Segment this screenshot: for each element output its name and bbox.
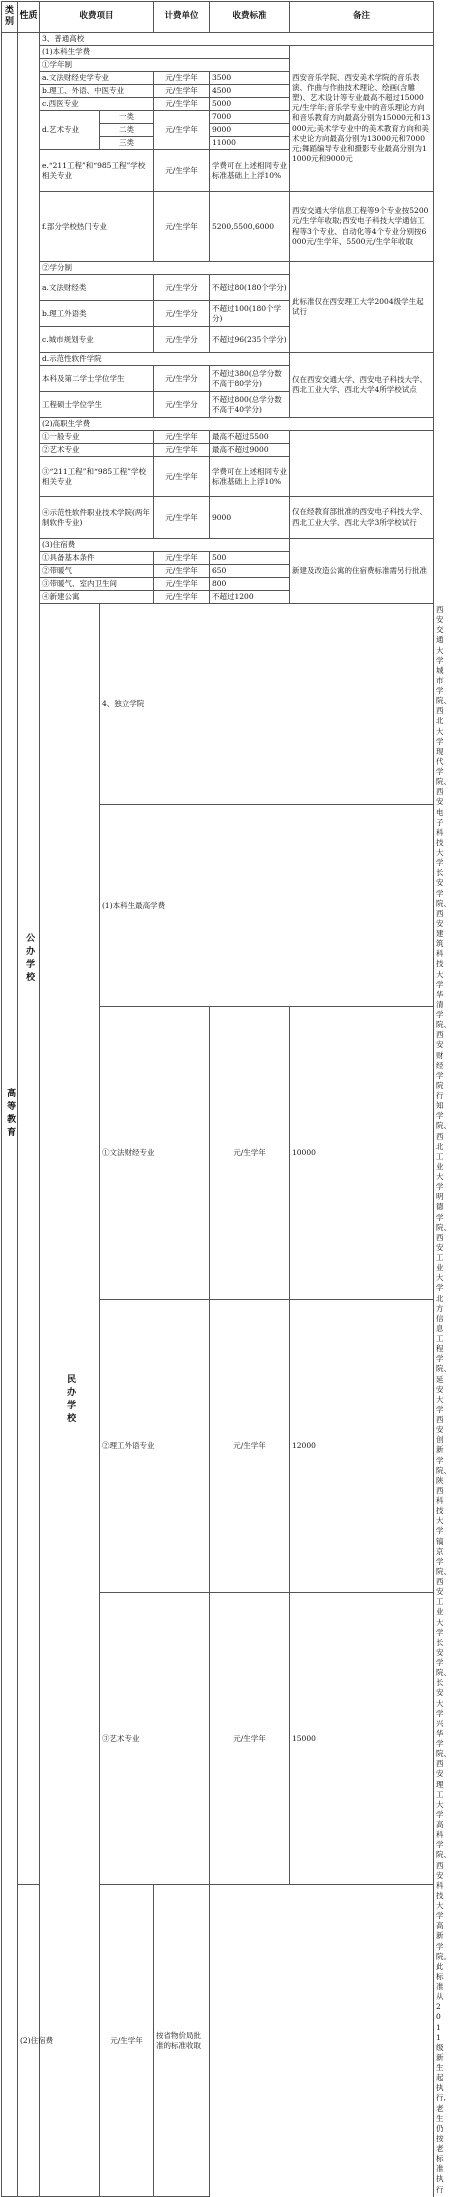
fee-cell: 不超过1200 — [210, 591, 290, 604]
category-cell: 高等教育 — [2, 33, 18, 2197]
item-cell: d.艺术专业 — [40, 111, 100, 150]
unit-cell: 元/生学年 — [210, 1592, 290, 1885]
fee-cell: 学费可在上述相同专业标准基础上上浮10% — [210, 457, 290, 497]
item-cell: c.城市规划专业 — [40, 327, 154, 353]
unit-cell: 元/生学年 — [210, 1299, 290, 1592]
unit-cell: 元/生学分 — [154, 275, 210, 301]
unit-cell: 元/生学年 — [210, 1006, 290, 1299]
fee-cell: 不超过800(总学分数不高于40学分) — [210, 392, 290, 418]
header-unit: 计费单位 — [154, 2, 210, 33]
subsection-title: (1)本科生最高学费 — [100, 805, 434, 1006]
item-cell: e.“211工程”和“985工程”学校相关专业 — [40, 150, 154, 192]
item-cell: ③“211工程”和“985工程”学校相关专业 — [40, 457, 154, 497]
unit-cell: 元/生学分 — [154, 392, 210, 418]
unit-cell: 元/生学年 — [154, 457, 210, 497]
item-cell: ②艺术专业 — [40, 444, 154, 457]
item-cell: ②带暖气 — [40, 565, 154, 578]
header-category: 类别 — [2, 2, 18, 33]
fee-cell: 不超过100(180个学分) — [210, 301, 290, 327]
unit-cell: 元/生学年 — [154, 98, 210, 111]
item-cell: b.理工、外语、中医专业 — [40, 85, 154, 98]
unit-cell: 元/生学年 — [100, 1885, 154, 2196]
remark-cell: 西安音乐学院、西安美术学院的音乐表演、作曲与作曲技术理论、绘画(含雕塑)、艺术设计等专业最高不超过15000元/生学年;音乐学专业中的音乐理论方向和音乐教育方向最高分别为15000元和13000元;美术学专业中的美术教育方向和美术史论方向最高分别为13000元和7000元;舞蹈编导专业和摄影专业最高分别为11000元和9000元 — [290, 46, 434, 192]
subsection-title: ①学年制 — [40, 59, 290, 72]
item-cell: 本科及第二学士学位学生 — [40, 366, 154, 392]
fee-cell: 9000 — [210, 497, 290, 539]
remark-cell: 此标准仅在西安理工大学2004级学生起试行 — [290, 262, 434, 353]
unit-cell: 元/生学年 — [154, 150, 210, 192]
fee-cell: 500 — [210, 552, 290, 565]
unit-cell: 元/生学年 — [154, 565, 210, 578]
item-cell: ①文法财经专业 — [100, 1006, 210, 1299]
fee-cell: 650 — [210, 565, 290, 578]
unit-cell: 元/生学年 — [154, 111, 210, 150]
item-cell: f.部分学校热门专业 — [40, 192, 154, 262]
item-cell: ③艺术专业 — [100, 1592, 210, 1885]
fee-cell: 不超过80(180个学分) — [210, 275, 290, 301]
public-school-cell: 公办学校 — [18, 33, 40, 1885]
item-cell: a.文法财经类 — [40, 275, 154, 301]
item-cell: ②理工外语专业 — [100, 1299, 210, 1592]
remark-cell: 仅在经教育部批准的西安电子科技大学、西北工业大学、西北大学3所学校试行 — [290, 497, 434, 539]
table-row — [2, 497, 434, 539]
remark-cell: 西安交通大学信息工程等9个专业按5200元/生学年收取;西安电子科技大学通信工程等3个专业、自动化等4个专业分别按6000元/生学年、5500元/生学年收取 — [290, 192, 434, 262]
subsection-title: (2)高职生学费 — [40, 418, 434, 431]
unit-cell: 元/生学年 — [154, 444, 210, 457]
item-cell: ④新建公寓 — [40, 591, 154, 604]
private-school-cell: 民办学校 — [40, 604, 100, 2197]
class-cell: 三类 — [100, 137, 154, 150]
fee-cell: 3500 — [210, 72, 290, 85]
header-item: 收费项目 — [40, 2, 154, 33]
unit-cell: 元/生学年 — [154, 85, 210, 98]
unit-cell: 元/生学年 — [154, 552, 210, 565]
item-cell: c.西医专业 — [40, 98, 154, 111]
fee-cell: 15000 — [290, 1592, 434, 1885]
table-row — [2, 431, 434, 444]
subsection-title: ②学分制 — [40, 262, 290, 275]
subsection-title: (3)住宿费 — [40, 539, 290, 552]
item-cell: ④示范性软件职业技术学院(两年制软件专业) — [40, 497, 154, 539]
fee-cell: 学费可在上述相同专业标准基础上上浮10% — [210, 150, 290, 192]
item-cell: ①具备基本条件 — [40, 552, 154, 565]
remark-cell: 新建及改造公寓的住宿费标准需另行批准 — [290, 539, 434, 604]
fee-cell: 不超过96(235个学分) — [210, 327, 290, 353]
section-title: 4、独立学院 — [100, 604, 434, 805]
table-row — [2, 192, 434, 262]
item-cell: (2)住宿费 — [18, 1885, 100, 2196]
fee-cell: 4500 — [210, 85, 290, 98]
fee-cell: 最高不超过9000 — [210, 444, 290, 457]
fee-cell: 9000 — [210, 124, 290, 137]
fee-cell: 12000 — [290, 1299, 434, 1592]
item-cell: ①一般专业 — [40, 431, 154, 444]
fee-cell: 5200,5500,6000 — [210, 192, 290, 262]
fee-table: 类别 性质 收费项目 计费单位 收费标准 备注 高等教育 公办学校 3、普通高校 (1)本科生学费 西安音乐学院、西安美术学院的音乐表演、作曲与作曲技术理论、绘画(含雕塑)、艺术设计等专业最高不超过15000元/生学年;音乐学专业中的音乐理论方向和音乐教育方向最高分别为15000元和13000元;美术学专业中的美术教育方向和美术史论方向最高分别为13000元和7000元;舞蹈编导专业和摄影专业最高分别为11000元和9000元 ①学年制 a.文法财经史学专业 元/生学年 3500 b.理工、外语、中医专业 元/生学年 4500 c.西医专业 元/生学年 5000 d.艺术专业 一类 元/生学年 7000 二类 9000 三类 11000 e.“211工程”和“985工程”学校相关专业 元/生学年 学费可在上述相同专业标准基础上上浮10% f.部分学校热门专业 元/生学年 5200,5500,6000 西安交通大学信息工程等9个专业按5200元/生学年收取;西安电子科技大学通信工程等3个专业、自动化等4个专业分别按6000元/生学年、5500元/生学年收取 ②学分制 此标准仅在西安理工大学2004级学生起试行 a.文法财经类 元/生学分 不超过80(180个学分) b.理工外语类 元/生学分 不超过100(180个学分) c.城市规划专业 元/生学分 不超过96(235个学分) d.示范性软件学院 仅在西安交通大学、西安电子科技大学、西北工业大学、西北大学4所学校试点 本科及第二学士学位学生 元/生学分 不超过380(总学分数不高于80学分) 工程硕士学位学生 元/生学分 不超过800(总学分数不高于40学分) (2)高职生学费 ①一般专业 元/生学年 最高不超过5500 ②艺术专业 元/生学年 最高不超过9000 ③“211工程”和“985工程”学校相关专业 元/生学年 学费可在上述相同专业标准基础上上浮10% ④示范性软件职业技术学院(两年制软件专业) 元/生学年 9000 仅在经教育部批准的西安电子科技大学、西北工业大学、西北大学3所学校试行 (3)住宿费 新建及改造公寓的住宿费标准需另行批准 ①具备基本条件 元/生学年 500 ②带暖气 元/生学年 650 ③带暖气、室内卫生间 元/生学年 800 ④新建公寓 元/生学年 不超过1200 民办学校 4、独立学院 西安交通大学城市学院、西北大学现代学院、西安电子科技大学长安学院、西安建筑科技大学华清学院、西安财经学院行知学院、西北工业大学明德学院、西安工业大学北方信息工程学院、延安大学西安创新学院、陕西科技大学镐京学院、西安工业大学长安学院、长安大学兴华学院、西安理工大学高科学院、西安科技大学高新学院。此标准从2011级新生起执行,老生仍按老标准执行 (1)本科生最高学费 ①文法财经专业 元/生学年 10000 ②理工外语专业 元/生学年 12000 ③艺术专业 元/生学年 15000 (2)住宿费 元/生学年 按省物价局批准的标准收取 — [1, 1, 434, 2197]
remark-cell: 仅在西安交通大学、西安电子科技大学、西北工业大学、西北大学4所学校试点 — [290, 353, 434, 418]
table-header-row — [2, 2, 434, 33]
fee-cell: 7000 — [210, 111, 290, 124]
header-standard: 收费标准 — [210, 2, 290, 33]
unit-cell: 元/生学年 — [154, 192, 210, 262]
unit-cell: 元/生学分 — [154, 366, 210, 392]
remark-cell — [290, 431, 434, 497]
item-cell: 工程硕士学位学生 — [40, 392, 154, 418]
header-remark: 备注 — [290, 2, 434, 33]
unit-cell: 元/生学年 — [154, 591, 210, 604]
class-cell: 二类 — [100, 124, 154, 137]
unit-cell: 元/生学年 — [154, 72, 210, 85]
section-title: 3、普通高校 — [40, 33, 434, 46]
fee-cell: 800 — [210, 578, 290, 591]
unit-cell: 元/生学分 — [154, 327, 210, 353]
fee-cell: 10000 — [290, 1006, 434, 1299]
subsection-title: d.示范性软件学院 — [40, 353, 290, 366]
header-nature: 性质 — [18, 2, 40, 33]
class-cell: 一类 — [100, 111, 154, 124]
fee-cell: 不超过380(总学分数不高于80学分) — [210, 366, 290, 392]
table-row — [2, 1885, 434, 2196]
fee-cell: 最高不超过5500 — [210, 431, 290, 444]
item-cell: a.文法财经史学专业 — [40, 72, 154, 85]
fee-cell: 5000 — [210, 98, 290, 111]
fee-cell: 按省物价局批准的标准收取 — [154, 1885, 210, 2196]
unit-cell: 元/生学年 — [154, 578, 210, 591]
fee-cell: 11000 — [210, 137, 290, 150]
unit-cell: 元/生学年 — [154, 497, 210, 539]
item-cell: ③带暖气、室内卫生间 — [40, 578, 154, 591]
subsection-title: (1)本科生学费 — [40, 46, 290, 59]
unit-cell: 元/生学分 — [154, 301, 210, 327]
item-cell: b.理工外语类 — [40, 301, 154, 327]
unit-cell: 元/生学年 — [154, 431, 210, 444]
